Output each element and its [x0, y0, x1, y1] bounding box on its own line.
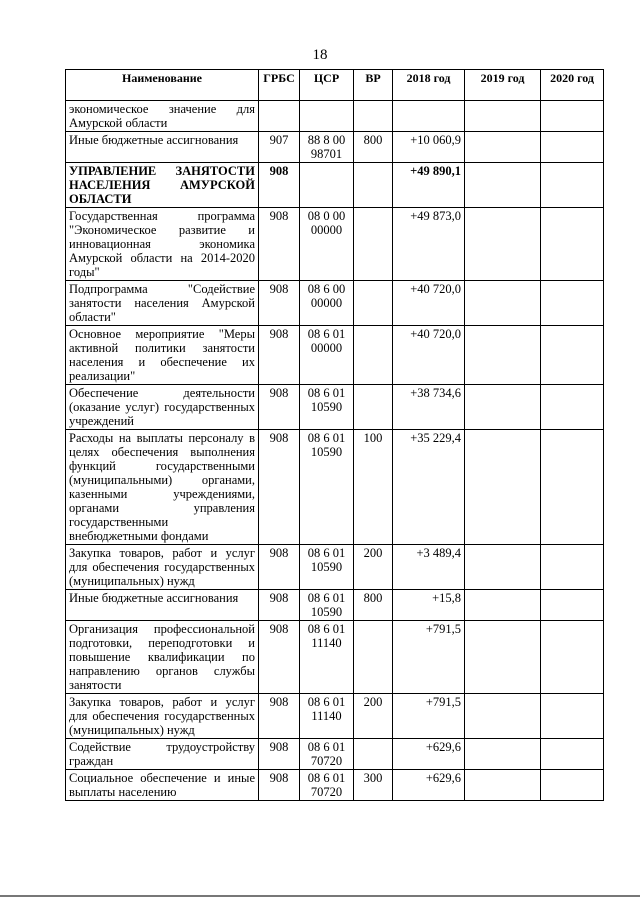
row-name: Социальное обеспечение и иные выплаты населению [66, 770, 259, 801]
row-value-2019 [465, 281, 541, 326]
row-name: Расходы на выплаты персоналу в целях обеспечения выполнения функций государственными (муниципальными) органами, казенными учреждениями, органами управления государственными внебюджетными фондами [66, 430, 259, 545]
table-row [66, 545, 604, 590]
row-value-2020 [541, 208, 604, 281]
header-2020: 2020 год [541, 70, 604, 101]
row-grbs: 907 [259, 132, 300, 163]
row-csr [300, 101, 354, 132]
row-value-2018: +791,5 [393, 621, 465, 694]
row-value-2018: +40 720,0 [393, 281, 465, 326]
table-row [66, 694, 604, 739]
row-value-2018 [393, 101, 465, 132]
row-grbs: 908 [259, 208, 300, 281]
row-vr: 100 [354, 430, 393, 545]
header-2019: 2019 год [465, 70, 541, 101]
row-grbs: 908 [259, 430, 300, 545]
row-grbs: 908 [259, 590, 300, 621]
row-vr: 200 [354, 545, 393, 590]
row-value-2020 [541, 770, 604, 801]
table-row [66, 132, 604, 163]
row-grbs: 908 [259, 739, 300, 770]
row-csr: 08 6 01 11140 [300, 694, 354, 739]
row-value-2020 [541, 621, 604, 694]
row-csr [300, 163, 354, 208]
row-value-2018: +15,8 [393, 590, 465, 621]
row-csr: 08 6 01 10590 [300, 590, 354, 621]
page-number: 18 [312, 47, 328, 63]
row-value-2020 [541, 101, 604, 132]
row-value-2020 [541, 694, 604, 739]
row-value-2020 [541, 281, 604, 326]
row-value-2018: +49 890,1 [393, 163, 465, 208]
row-vr: 800 [354, 590, 393, 621]
row-name: Обеспечение деятельности (оказание услуг) государственных учреждений [66, 385, 259, 430]
scan-edge-line [0, 895, 640, 897]
table-row [66, 163, 604, 208]
row-csr: 08 6 01 70720 [300, 739, 354, 770]
table-row [66, 739, 604, 770]
row-name: Основное мероприятие "Меры активной политики занятости населения и обеспечение их реализации" [66, 326, 259, 385]
row-vr [354, 281, 393, 326]
row-vr: 800 [354, 132, 393, 163]
row-grbs: 908 [259, 326, 300, 385]
row-value-2018: +38 734,6 [393, 385, 465, 430]
header-grbs: ГРБС [259, 70, 300, 101]
row-value-2018: +629,6 [393, 739, 465, 770]
row-value-2018: +791,5 [393, 694, 465, 739]
header-row [66, 70, 604, 101]
row-vr [354, 101, 393, 132]
row-grbs: 908 [259, 770, 300, 801]
header-2018: 2018 год [393, 70, 465, 101]
header-csr: ЦСР [300, 70, 354, 101]
row-value-2020 [541, 132, 604, 163]
row-value-2020 [541, 385, 604, 430]
row-value-2019 [465, 326, 541, 385]
row-csr: 88 8 00 98701 [300, 132, 354, 163]
row-name: Иные бюджетные ассигнования [66, 132, 259, 163]
row-value-2018: +629,6 [393, 770, 465, 801]
row-vr: 200 [354, 694, 393, 739]
row-grbs: 908 [259, 694, 300, 739]
row-value-2020 [541, 739, 604, 770]
row-grbs: 908 [259, 281, 300, 326]
row-value-2019 [465, 430, 541, 545]
table-row [66, 385, 604, 430]
row-value-2018: +35 229,4 [393, 430, 465, 545]
row-value-2019 [465, 101, 541, 132]
row-value-2019 [465, 770, 541, 801]
row-name: УПРАВЛЕНИЕ ЗАНЯТОСТИ НАСЕЛЕНИЯ АМУРСКОЙ ОБЛАСТИ [66, 163, 259, 208]
row-csr: 08 6 01 10590 [300, 545, 354, 590]
row-value-2020 [541, 430, 604, 545]
header-vr: ВР [354, 70, 393, 101]
row-value-2018: +3 489,4 [393, 545, 465, 590]
row-value-2020 [541, 163, 604, 208]
row-vr [354, 163, 393, 208]
row-vr: 300 [354, 770, 393, 801]
row-value-2019 [465, 739, 541, 770]
row-vr [354, 385, 393, 430]
row-grbs [259, 101, 300, 132]
row-value-2019 [465, 163, 541, 208]
row-value-2018: +10 060,9 [393, 132, 465, 163]
row-csr: 08 0 00 00000 [300, 208, 354, 281]
row-value-2019 [465, 621, 541, 694]
budget-table [65, 69, 604, 801]
row-value-2018: +49 873,0 [393, 208, 465, 281]
row-value-2019 [465, 132, 541, 163]
table-row [66, 326, 604, 385]
table-row [66, 770, 604, 801]
row-name: Государственная программа "Экономическое развитие и инновационная экономика Амурской области на 2014-2020 годы" [66, 208, 259, 281]
row-csr: 08 6 00 00000 [300, 281, 354, 326]
row-vr [354, 208, 393, 281]
row-value-2020 [541, 545, 604, 590]
row-name: Закупка товаров, работ и услуг для обеспечения государственных (муниципальных) нужд [66, 694, 259, 739]
row-name: экономическое значение для Амурской области [66, 101, 259, 132]
row-name: Закупка товаров, работ и услуг для обеспечения государственных (муниципальных) нужд [66, 545, 259, 590]
row-value-2020 [541, 590, 604, 621]
row-vr [354, 621, 393, 694]
row-value-2019 [465, 208, 541, 281]
row-value-2019 [465, 694, 541, 739]
header-name: Наименование [66, 70, 259, 101]
row-value-2020 [541, 326, 604, 385]
table-row [66, 590, 604, 621]
row-csr: 08 6 01 00000 [300, 326, 354, 385]
row-csr: 08 6 01 10590 [300, 430, 354, 545]
row-value-2019 [465, 545, 541, 590]
row-vr [354, 326, 393, 385]
table-row [66, 208, 604, 281]
row-value-2019 [465, 590, 541, 621]
row-name: Подпрограмма "Содействие занятости населения Амурской области" [66, 281, 259, 326]
row-csr: 08 6 01 70720 [300, 770, 354, 801]
table-row [66, 281, 604, 326]
row-name: Содействие трудоустройству граждан [66, 739, 259, 770]
table-row [66, 430, 604, 545]
row-name: Иные бюджетные ассигнования [66, 590, 259, 621]
row-grbs: 908 [259, 385, 300, 430]
row-csr: 08 6 01 10590 [300, 385, 354, 430]
row-vr [354, 739, 393, 770]
row-value-2019 [465, 385, 541, 430]
row-name: Организация профессиональной подготовки, переподготовки и повышение квалификации по направлению органов службы занятости [66, 621, 259, 694]
row-value-2018: +40 720,0 [393, 326, 465, 385]
row-grbs: 908 [259, 621, 300, 694]
row-grbs: 908 [259, 163, 300, 208]
table-row [66, 621, 604, 694]
row-grbs: 908 [259, 545, 300, 590]
row-csr: 08 6 01 11140 [300, 621, 354, 694]
table-row [66, 101, 604, 132]
